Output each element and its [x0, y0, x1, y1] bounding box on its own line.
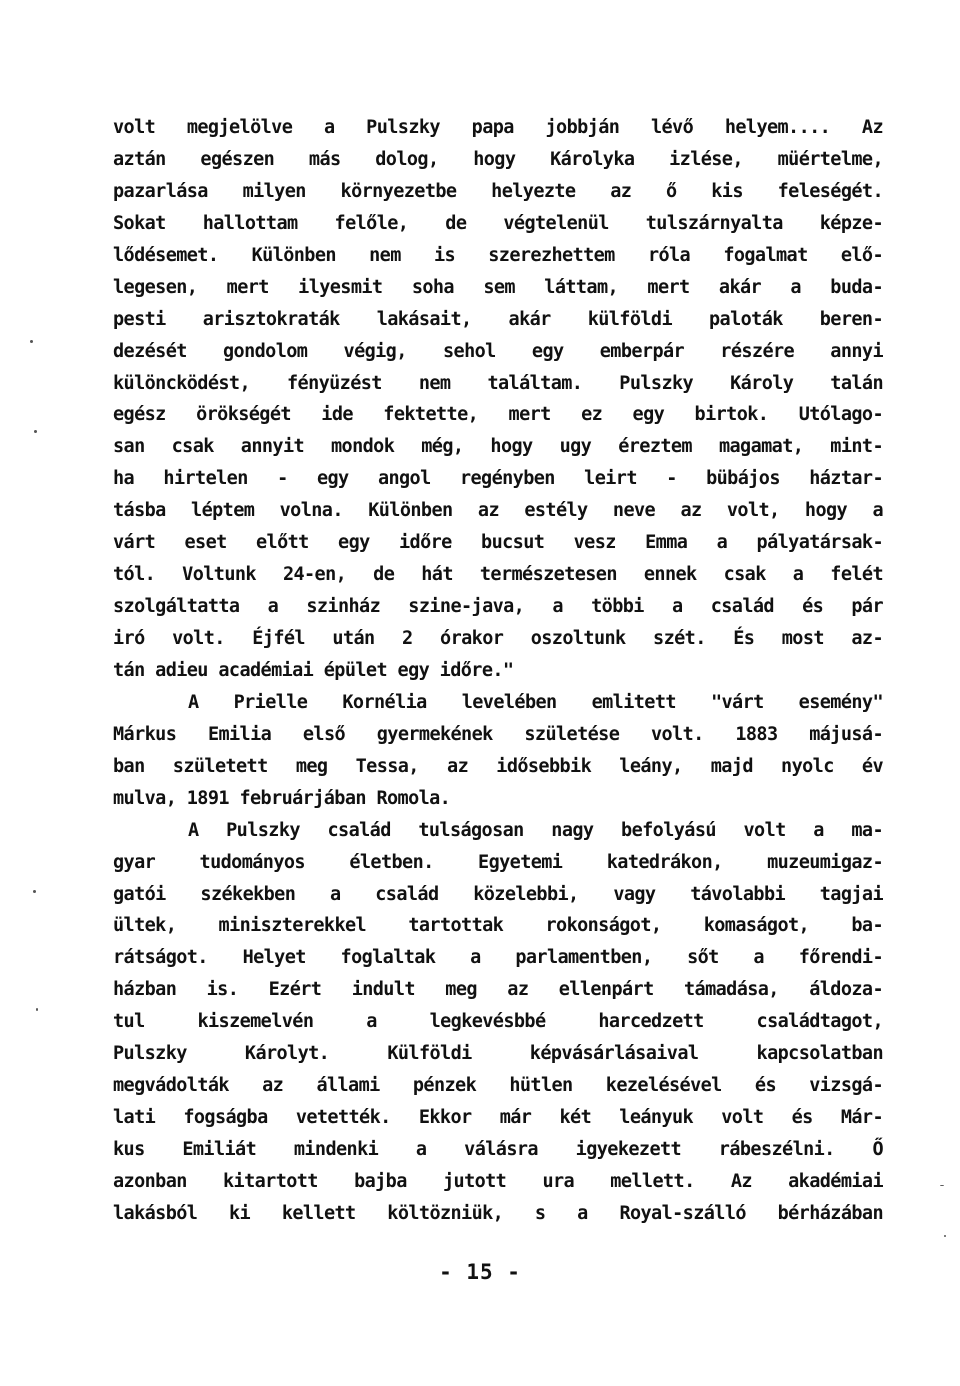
text-line: lati fogságba vetették. Ekkor már két leányuk volt és Már- — [113, 1107, 883, 1129]
text-line: ban született meg Tessa, az idősebbik leány, majd nyolc év — [113, 755, 883, 777]
text-line: lakásból ki kellett költözniük, s a Royal-szálló bérházában — [113, 1202, 883, 1224]
text-line: pesti arisztokraták lakásait, akár külföldi paloták beren- — [113, 308, 883, 330]
text-line: ha hirtelen - egy angol regényben leirt - bübájos háztar- — [113, 468, 883, 490]
text-line: volt megjelölve a Pulszky papa jobbján lévő helyem.... Az — [113, 117, 883, 138]
text-line: pazarlása milyen környezetbe helyezte az ő kis feleségét. — [113, 180, 883, 202]
paragraph-start-line: A Prielle Kornélia levelében emlitett "várt esemény" — [188, 691, 883, 713]
text-line: egész örökségét ide fektette, mert ez egy birtok. Utólago- — [113, 404, 883, 426]
text-line: rátságot. Helyet foglaltak a parlamentben, sőt a főrendi- — [113, 947, 883, 969]
text-line: Pulszky Károlyt. Külföldi képvásárlásaival kapcsolatban — [113, 1043, 883, 1065]
text-line: tásba léptem volna. Különben az estély neve az volt, hogy a — [113, 500, 883, 522]
text-line: mulva, 1891 februárjában Romola. — [113, 787, 451, 809]
text-line: san csak annyit mondok még, hogy ugy éreztem magamat, mint- — [113, 436, 883, 458]
scan-speck — [940, 1185, 944, 1186]
body-text — [113, 112, 883, 1230]
text-line: ültek, miniszterekkel tartottak rokonságot, komaságot, ba- — [113, 915, 883, 937]
text-line: gyar tudományos életben. Egyetemi katedrákon, muzeumigaz- — [113, 851, 883, 873]
text-line: tul kiszemelvén a legkevésbbé harcedzett családtagot, — [113, 1011, 883, 1033]
text-line: Sokat hallottam felőle, de végtelenül tulszárnyalta képze- — [113, 212, 883, 234]
scan-speck — [36, 1008, 38, 1011]
text-line: lődésemet. Különben nem is szerezhettem róla fogalmat elő- — [113, 244, 883, 266]
scan-speck — [944, 1235, 946, 1237]
text-line: megvádolták az állami pénzek hütlen kezelésével és vizsgá- — [113, 1075, 883, 1097]
text-line: várt eset előtt egy időre bucsut vesz Emma a pályatársak- — [113, 532, 883, 554]
text-line: szolgáltatta a szinház szine-java, a többi a család és pár — [113, 596, 883, 618]
text-line: iró volt. Éjfél után 2 órakor oszoltunk szét. És most az- — [113, 628, 883, 649]
text-line: különcködést, fényüzést nem találtam. Pulszky Károly talán — [113, 372, 883, 394]
text-line: tól. Voltunk 24-en, de hát természetesen ennek csak a felét — [113, 564, 883, 586]
text-line: gatói székekben a család közelebbi, vagy távolabbi tagjai — [113, 883, 883, 905]
text-line: tán adieu académiai épület egy időre." — [113, 659, 514, 681]
scan-speck — [30, 340, 33, 343]
text-line: azonban kitartott bajba jutott ura mellett. Az akadémiai — [113, 1170, 883, 1192]
scan-speck — [33, 890, 36, 893]
page-number: - 15 - — [439, 1260, 521, 1284]
paragraph-start-line: A Pulszky család tulságosan nagy befolyású volt a ma- — [188, 819, 883, 841]
text-line: házban is. Ezért indult meg az ellenpárt támadása, áldoza- — [113, 979, 883, 1001]
text-line: dezését gondolom végig, sehol egy emberpár részére annyi — [113, 340, 883, 362]
text-line: legesen, mert ilyesmit soha sem láttam, mert akár a buda- — [113, 276, 883, 298]
text-line: aztán egészen más dolog, hogy Károlyka izlése, müértelme, — [113, 148, 883, 170]
scan-speck — [34, 430, 37, 433]
text-line: kus Emiliát mindenki a válásra igyekezett rábeszélni. Ő — [113, 1139, 883, 1160]
text-line: Márkus Emilia első gyermekének születése volt. 1883 májusá- — [113, 723, 883, 745]
